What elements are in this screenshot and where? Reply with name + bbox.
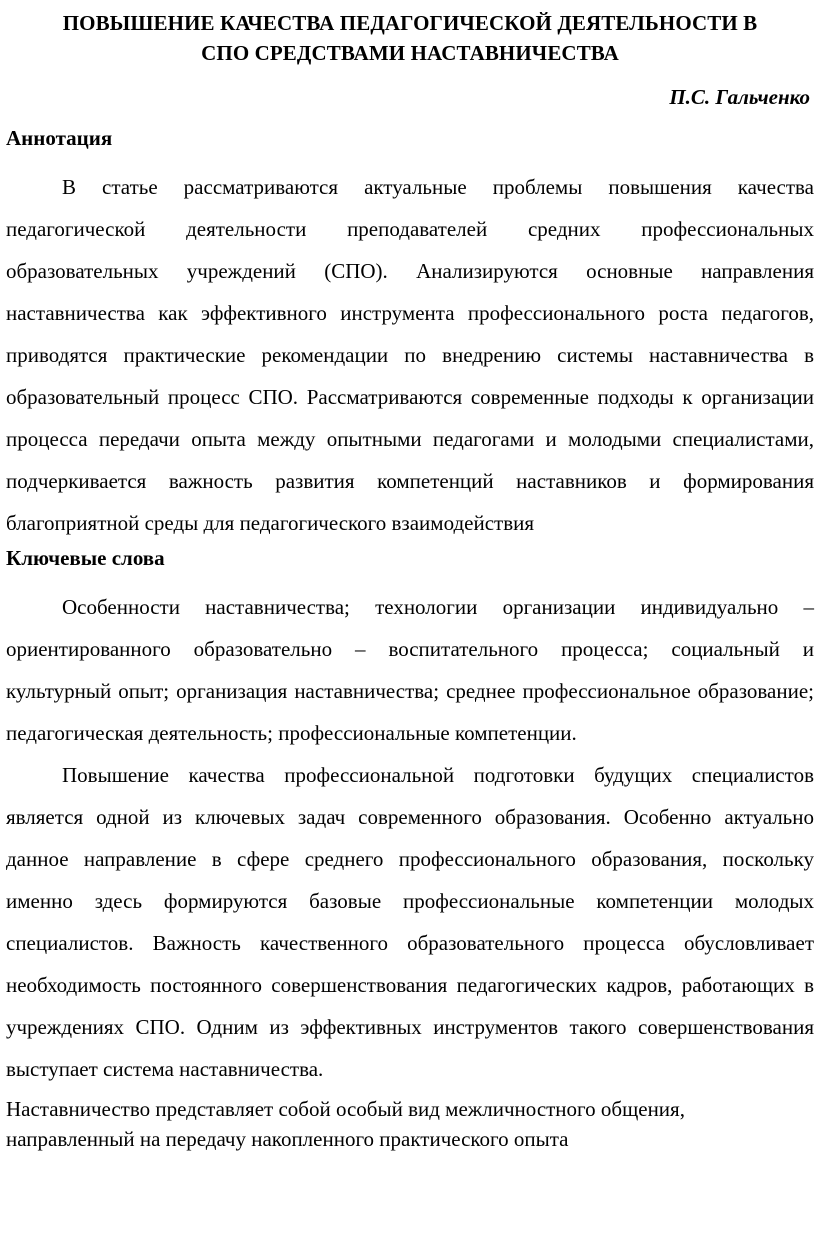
final-paragraph	[6, 1094, 814, 1154]
article-title	[6, 8, 814, 68]
annotation-paragraph: В статье рассматриваются актуальные проблемы повышения качества педагогической деятельности преподавателей средних профессиональных образовательных учреждений (СПО). Анализируются основные направления наставничества как эффективного инструмента профессионального роста педагогов, приводятся практические рекомендации по внедрению системы наставничества в образовательный процесс СПО. Рассматриваются современные подходы к организации процесса передачи опыта между опытными педагогами и молодыми специалистами, подчеркивается важность развития компетенций наставников и формирования благоприятной среды для педагогического взаимодействия	[6, 175, 814, 535]
final-paragraph-line-1: Наставничество представляет собой особый вид межличностного общения,	[6, 1097, 685, 1121]
keywords-heading: Ключевые слова	[6, 546, 165, 570]
final-paragraph-line-2: направленный на передачу накопленного практического опыта	[6, 1127, 569, 1151]
body-paragraph: Повышение качества профессиональной подготовки будущих специалистов является одной из ключевых задач современного образования. Особенно актуально данное направление в сфере среднего профессионального образования, поскольку именно здесь формируются базовые профессиональные компетенции молодых специалистов. Важность качественного образовательного процесса обусловливает необходимость постоянного совершенствования педагогических кадров, работающих в учреждениях СПО. Одним из эффективных инструментов такого совершенствования выступает система наставничества.	[6, 763, 814, 1081]
author-name: П.С. Гальченко	[669, 85, 810, 109]
article-title-line-2: СПО СРЕДСТВАМИ НАСТАВНИЧЕСТВА	[201, 41, 619, 65]
article-title-line-1: ПОВЫШЕНИЕ КАЧЕСТВА ПЕДАГОГИЧЕСКОЙ ДЕЯТЕЛЬНОСТИ В	[62, 11, 758, 35]
keywords-paragraph: Особенности наставничества; технологии организации индивидуально – ориентированного образовательно – воспитательного процесса; социальный и культурный опыт; организация наставничества; среднее профессиональное образование; педагогическая деятельность; профессиональные компетенции.	[6, 595, 814, 745]
annotation-heading: Аннотация	[6, 126, 113, 150]
